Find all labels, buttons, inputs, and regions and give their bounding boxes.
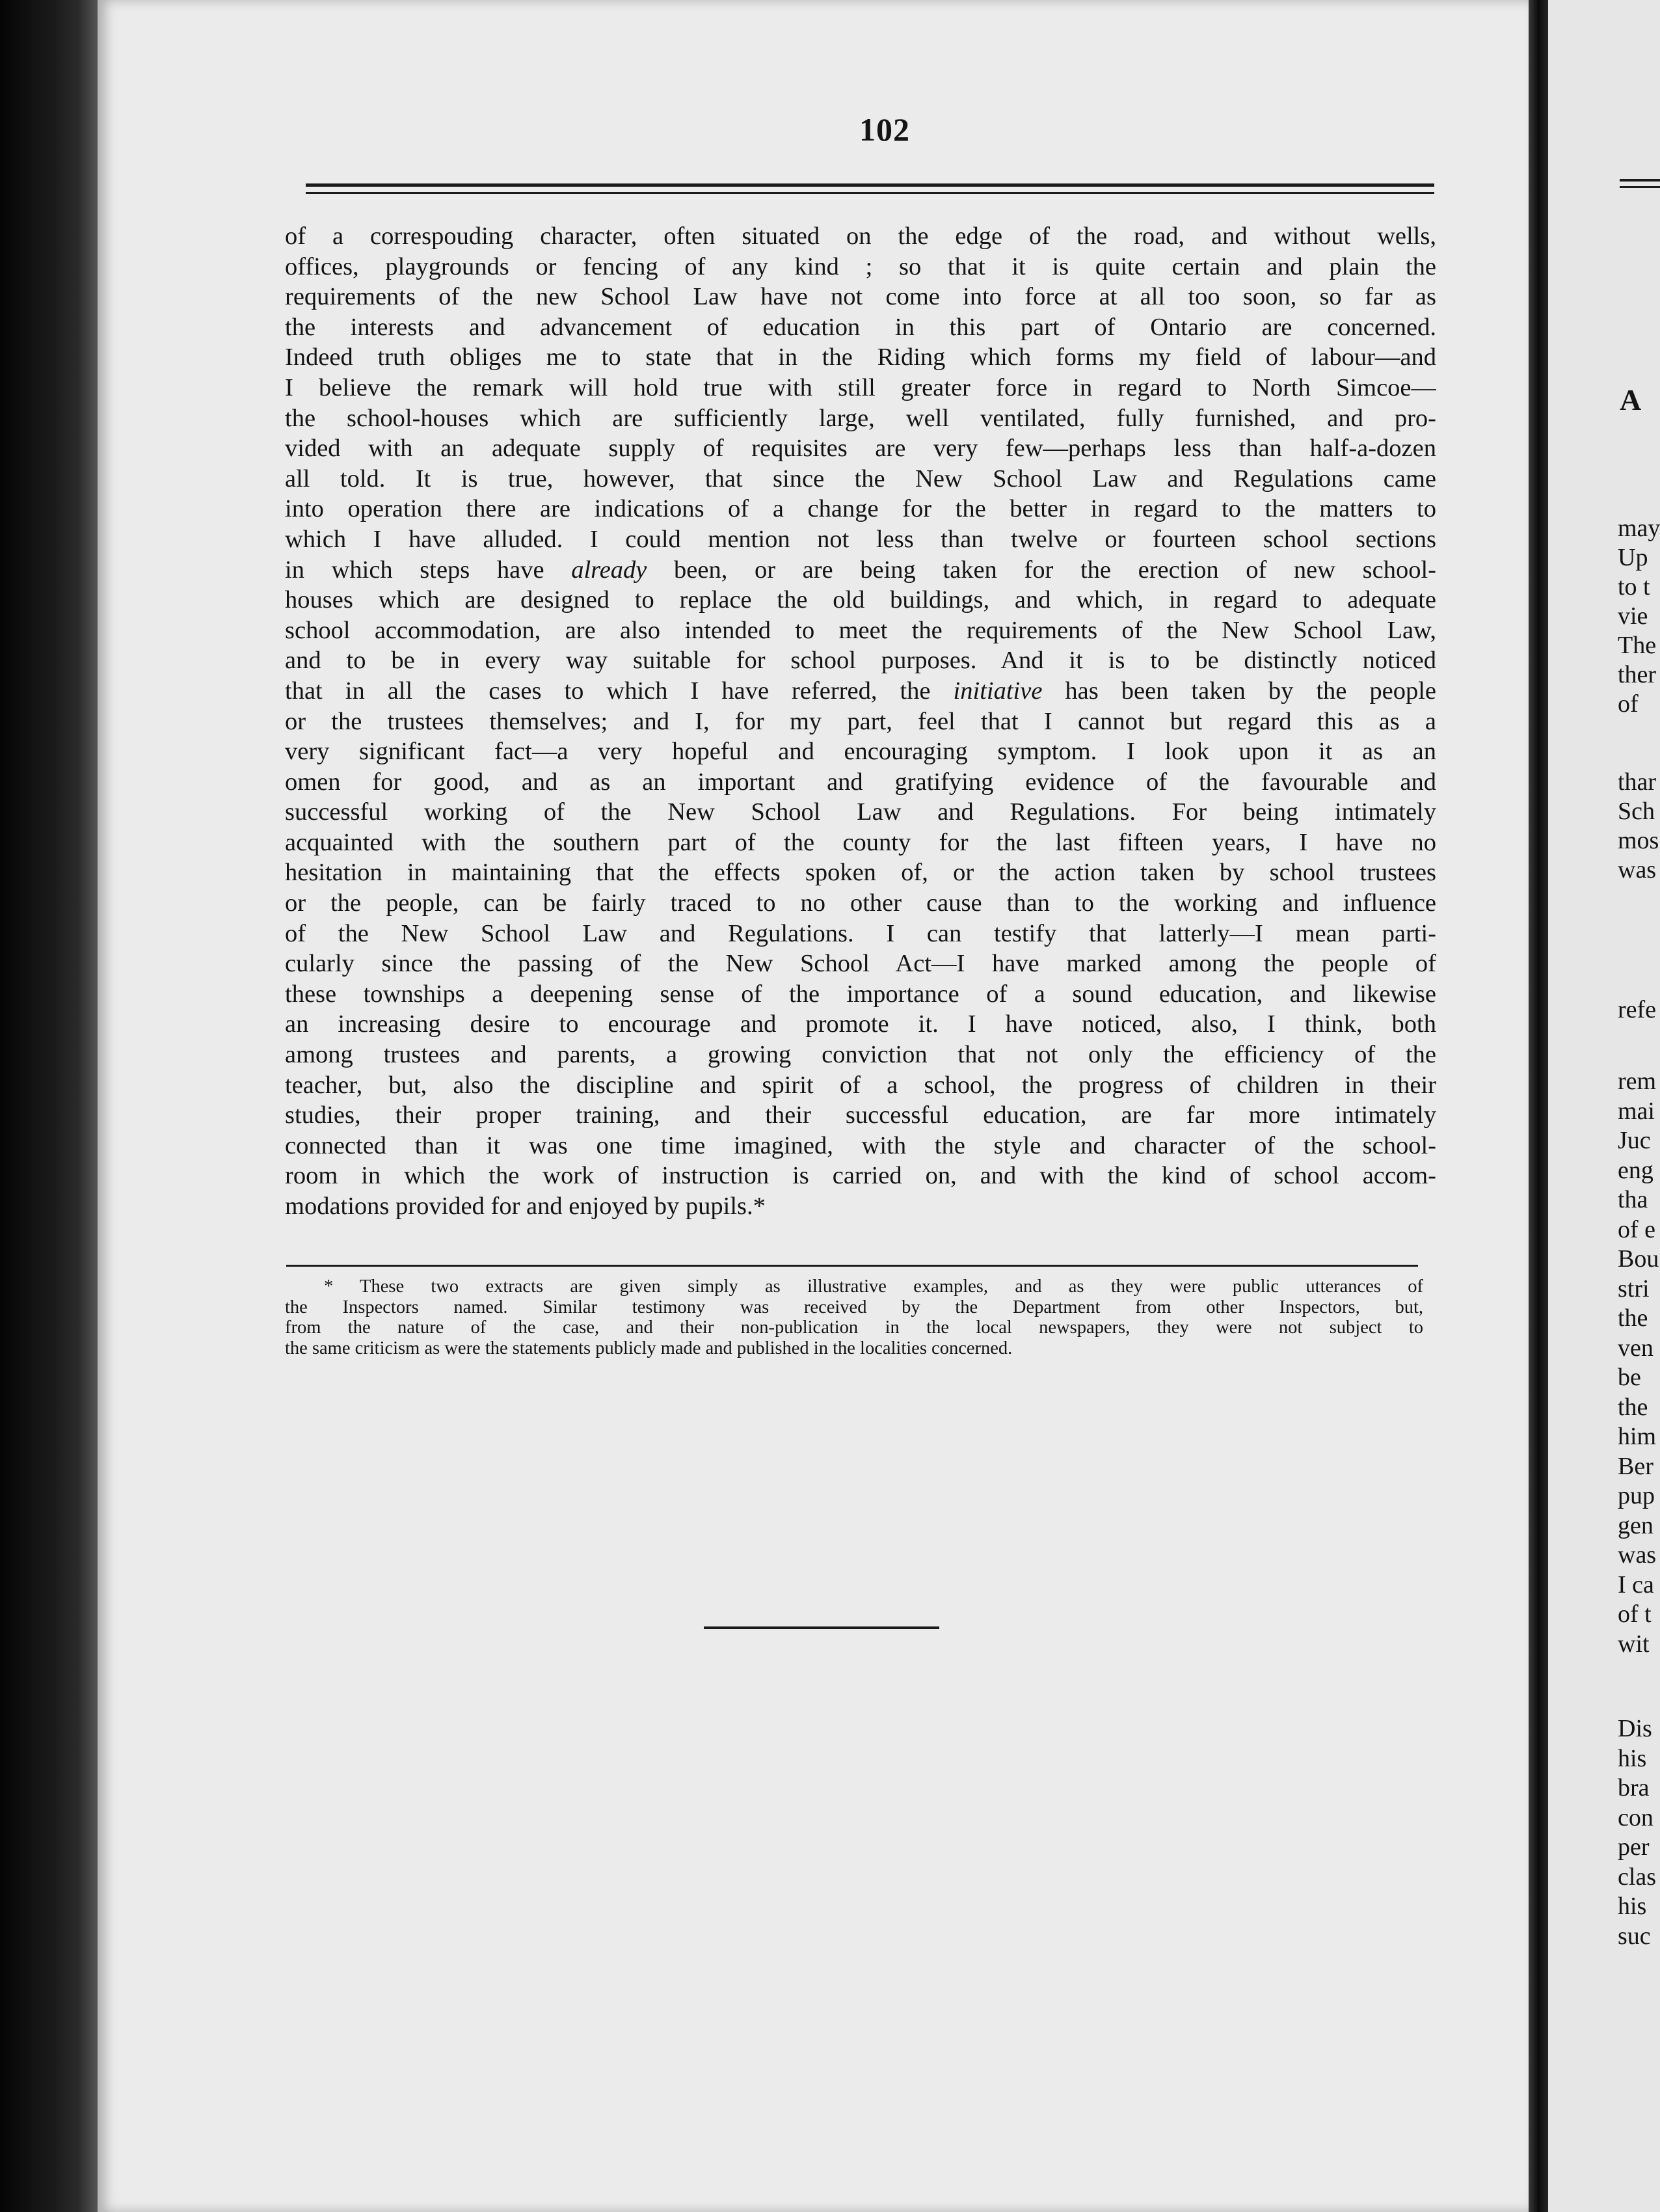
adjacent-page-fragment: tha — [1618, 1186, 1648, 1213]
text-line: among trustees and parents, a growing conviction that not only the efficiency of the — [285, 1041, 1436, 1069]
text-line: in which steps have already been, or are being taken for the erection of new school- — [285, 556, 1436, 584]
text-line: connected than it was one time imagined, with the style and character of the school- — [285, 1131, 1436, 1159]
section-end-rule — [704, 1626, 939, 1629]
text-line: of a correspouding character, often situated on the edge of the road, and without wells, — [285, 223, 1436, 250]
text-line: very significant fact—a very hopeful and encouraging symptom. I look upon it as an — [285, 738, 1436, 766]
text-line: cularly since the passing of the New School Act—I have marked among the people of — [285, 950, 1436, 978]
text-line: or the people, can be fairly traced to no other cause than to the working and influence — [285, 889, 1436, 917]
adjacent-page-fragment: ven — [1618, 1334, 1653, 1362]
adjacent-page-rule — [1620, 179, 1660, 188]
text-line: room in which the work of instruction is carried on, and with the kind of school accom- — [285, 1162, 1436, 1190]
adjacent-page-fragment: may — [1618, 515, 1660, 542]
adjacent-page-fragment: be — [1618, 1364, 1641, 1391]
adjacent-page-fragment: was — [1618, 1541, 1657, 1569]
text-line: offices, playgrounds or fencing of any kind ; so that it is quite certain and plain the — [285, 252, 1436, 280]
text-line: which I have alluded. I could mention not less than twelve or fourteen school sections — [285, 525, 1436, 553]
adjacent-page-fragment: refe — [1618, 996, 1657, 1023]
text-line: of the New School Law and Regulations. I can testify that latterly—I mean parti- — [285, 919, 1436, 947]
text-line: acquainted with the southern part of the county for the last fifteen years, I have no — [285, 828, 1436, 856]
adjacent-page-fragment: ther — [1618, 661, 1657, 688]
adjacent-page-fragment: Ber — [1618, 1452, 1653, 1480]
adjacent-page-edge — [1548, 0, 1660, 2212]
adjacent-page-fragment: I ca — [1618, 1571, 1654, 1598]
adjacent-page-fragment: pup — [1618, 1482, 1655, 1509]
text-line: an increasing desire to encourage and promote it. I have noticed, also, I think, both — [285, 1010, 1436, 1038]
text-line: I believe the remark will hold true with still greater force in regard to North Simcoe— — [285, 373, 1436, 401]
text-line: vided with an adequate supply of requisites are very few—perhaps less than half-a-dozen — [285, 435, 1436, 463]
adjacent-page-fragment: Sch — [1618, 798, 1655, 825]
adjacent-page-fragment: Juc — [1618, 1127, 1651, 1154]
adjacent-page-fragment: thar — [1618, 768, 1657, 796]
adjacent-page-fragment: stri — [1618, 1275, 1650, 1302]
adjacent-page-fragment: suc — [1618, 1922, 1651, 1950]
adjacent-page-fragment: mos — [1618, 827, 1659, 854]
text-line: and to be in every way suitable for school purposes. And it is to be distinctly noticed — [285, 647, 1436, 675]
text-line: studies, their proper training, and their successful education, are far more intimately — [285, 1101, 1436, 1129]
adjacent-page-fragment: rem — [1618, 1068, 1657, 1095]
text-line: the Inspectors named. Similar testimony was received by the Department from other Inspectors, but, — [285, 1297, 1423, 1317]
adjacent-page-fragment: per — [1618, 1833, 1650, 1861]
adjacent-page-fragment: mai — [1618, 1097, 1655, 1125]
adjacent-page-fragment: con — [1618, 1803, 1653, 1831]
text-line: teacher, but, also the discipline and spirit of a school, the progress of children in their — [285, 1071, 1436, 1099]
text-line: Indeed truth obliges me to state that in the Riding which forms my field of labour—and — [285, 344, 1436, 371]
text-line: these townships a deepening sense of the importance of a sound education, and likewise — [285, 980, 1436, 1008]
text-line: or the trustees themselves; and I, for my part, feel that I cannot but regard this as a — [285, 707, 1436, 735]
text-line: * These two extracts are given simply as illustrative examples, and as they were public utterances of — [324, 1276, 1423, 1297]
adjacent-page-fragment: The — [1618, 632, 1657, 659]
left-binding-shadow — [0, 0, 98, 2212]
text-line: omen for good, and as an important and gratifying evidence of the favourable and — [285, 768, 1436, 796]
adjacent-page-fragment: vie — [1618, 602, 1648, 630]
text-line: that in all the cases to which I have referred, the initiative has been taken by the people — [285, 677, 1436, 705]
adjacent-page-fragment: him — [1618, 1423, 1657, 1450]
body-paragraph — [285, 221, 1436, 1222]
header-double-rule — [306, 183, 1434, 194]
text-line: modations provided for and enjoyed by pupils.* — [285, 1193, 766, 1220]
text-line: hesitation in maintaining that the effects spoken of, or the action taken by school trustees — [285, 859, 1436, 887]
text-line: the same criticism as were the statements publicly made and published in the localities concerned. — [285, 1338, 1013, 1358]
adjacent-page-fragment: his — [1618, 1893, 1647, 1920]
text-line: the school-houses which are sufficiently large, well ventilated, fully furnished, and pro- — [285, 404, 1436, 432]
text-line: school accommodation, are also intended to meet the requirements of the New School Law, — [285, 616, 1436, 644]
adjacent-page-fragment: the — [1618, 1304, 1648, 1332]
adjacent-page-fragment: Dis — [1618, 1715, 1652, 1742]
footnote-separator-rule — [286, 1265, 1418, 1267]
adjacent-page-fragment: of t — [1618, 1600, 1652, 1628]
adjacent-page-fragment: gen — [1618, 1511, 1653, 1539]
adjacent-page-fragment: wit — [1618, 1630, 1650, 1658]
adjacent-page-fragment: the — [1618, 1393, 1648, 1421]
text-line: requirements of the new School Law have not come into force at all too soon, so far as — [285, 283, 1436, 311]
adjacent-page-heading-letter: A — [1620, 383, 1642, 416]
adjacent-page-fragment: Bou — [1618, 1245, 1659, 1273]
text-line: all told. It is true, however, that since the New School Law and Regulations came — [285, 465, 1436, 492]
adjacent-page-fragment: clas — [1618, 1863, 1657, 1891]
page-number: 102 — [859, 111, 910, 148]
adjacent-page-fragment: of — [1618, 690, 1639, 718]
adjacent-page-fragment: of e — [1618, 1215, 1656, 1243]
footnote — [285, 1276, 1423, 1358]
book-gutter — [1529, 0, 1548, 2212]
adjacent-page-fragment: eng — [1618, 1156, 1653, 1184]
adjacent-page-fragment: his — [1618, 1744, 1647, 1772]
adjacent-page-fragment: Up — [1618, 544, 1648, 571]
adjacent-page-fragment: bra — [1618, 1774, 1650, 1801]
text-line: successful working of the New School Law and Regulations. For being intimately — [285, 798, 1436, 826]
text-line: into operation there are indications of a change for the better in regard to the matters to — [285, 495, 1436, 523]
text-line: from the nature of the case, and their non-publication in the local newspapers, they were not subject to — [285, 1317, 1423, 1338]
adjacent-page-fragment: to t — [1618, 573, 1650, 600]
text-line: houses which are designed to replace the old buildings, and which, in regard to adequate — [285, 586, 1436, 614]
adjacent-page-fragment: was — [1618, 856, 1657, 883]
text-line: the interests and advancement of education in this part of Ontario are concerned. — [285, 313, 1436, 341]
